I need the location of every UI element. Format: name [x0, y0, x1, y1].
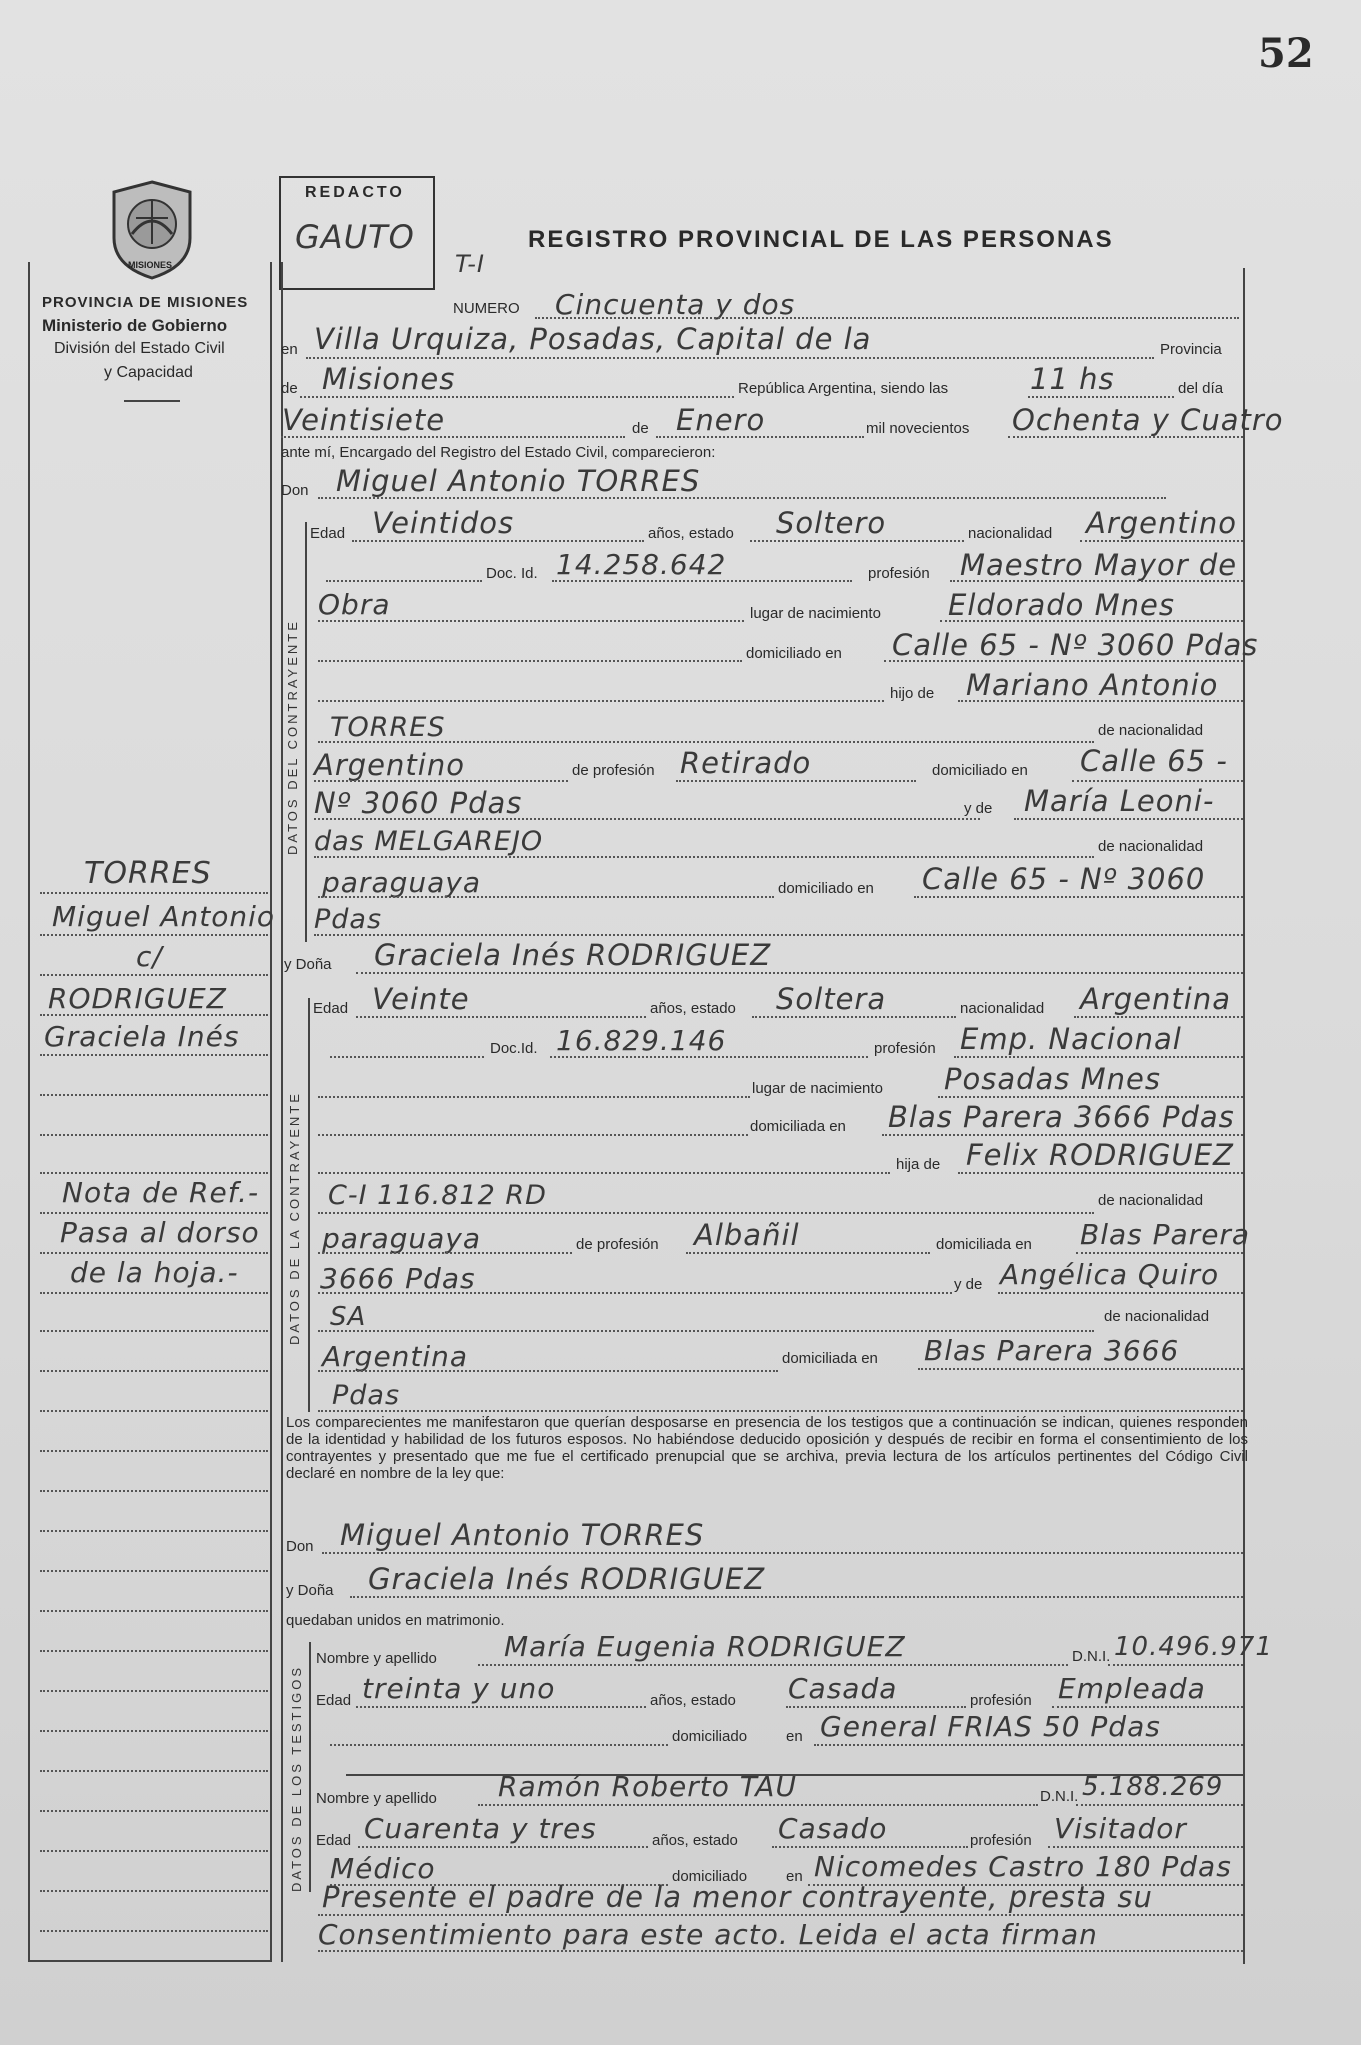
margin-note-2: Pasa al dorso: [60, 1216, 260, 1249]
label-de-nacionalidad-2: de nacionalidad: [1098, 838, 1204, 855]
doc-pre-line: [326, 580, 482, 582]
label-profesion-t2: profesión: [970, 1832, 1032, 1849]
margin-line-16: [40, 1490, 268, 1492]
t2-estado-value: Casado: [778, 1812, 888, 1845]
hora-value: 11 hs: [1030, 362, 1115, 396]
redacto-label: REDACTO: [305, 184, 405, 201]
margin-line-23: [40, 1770, 268, 1772]
margin-line-15: [40, 1450, 268, 1452]
margin-surname-2: RODRIGUEZ: [48, 982, 227, 1015]
hija-line: [958, 1172, 1243, 1174]
edad-f-value: Veinte: [372, 982, 470, 1016]
madre-dom2-line: [314, 934, 1243, 936]
label-don-2: Don: [286, 1538, 314, 1555]
t1-dni-value: 10.496.971: [1114, 1632, 1273, 1662]
padre-f-dom2-line: [318, 1292, 952, 1294]
margin-line-27: [40, 1930, 268, 1932]
t2-dni-value: 5.188.269: [1082, 1772, 1224, 1802]
label-datos-contrayente: DATOS DEL CONTRAYENTE: [285, 619, 300, 855]
margin-line-9: [40, 1212, 268, 1214]
header-division: División del Estado Civil: [54, 340, 225, 357]
margin-line-25: [40, 1850, 268, 1852]
label-doc-id: Doc. Id.: [486, 565, 538, 582]
padre-f-doc-line: [318, 1212, 1094, 1214]
prof-line: [950, 580, 1243, 582]
madre2-line: [314, 856, 1094, 858]
padre-nac-line: [314, 780, 568, 782]
t2-edad-line: [358, 1846, 648, 1848]
dona-value: Graciela Inés RODRIGUEZ: [374, 938, 772, 972]
padre-ap-value: TORRES: [330, 712, 446, 743]
prof2-line: [318, 620, 744, 622]
margin-con: c/: [136, 940, 163, 973]
padre-prof-value: Retirado: [680, 746, 812, 780]
margin-name: Miguel Antonio: [52, 900, 276, 933]
estado-f-line: [752, 1016, 956, 1018]
don2-line: [322, 1552, 1243, 1554]
prof2-value: Obra: [318, 588, 391, 621]
t2-prof2-value: Médico: [330, 1852, 436, 1885]
label-y-dona-2: y Doña: [286, 1582, 334, 1599]
label-dni-1: D.N.I.: [1072, 1648, 1111, 1665]
provincia-value: Misiones: [322, 362, 456, 396]
dona-line: [356, 972, 1243, 974]
header-capacity: y Capacidad: [104, 364, 193, 381]
padre-f-nac-line: [318, 1252, 572, 1254]
provincia-line: [300, 396, 734, 398]
hijo-line: [958, 700, 1243, 702]
margin-line-12: [40, 1330, 268, 1332]
nac-f-line: [1074, 1016, 1243, 1018]
label-domiciliada: domiciliada en: [750, 1118, 846, 1135]
madre2-value: das MELGAREJO: [314, 826, 544, 857]
edad-value: Veintidos: [372, 506, 515, 540]
margin-line-13: [40, 1370, 268, 1372]
label-lugar-nac: lugar de nacimiento: [750, 605, 881, 622]
madre-f2-line: [318, 1330, 1094, 1332]
label-edad-t1: Edad: [316, 1692, 352, 1709]
label-domiciliado-t1: domiciliado: [672, 1728, 748, 1745]
nota2-value: Consentimiento para este acto. Leida el acta firman: [318, 1918, 1098, 1951]
nac-f-value: Argentina: [1080, 982, 1231, 1016]
estado-f-value: Soltera: [776, 982, 887, 1016]
margin-line-24: [40, 1810, 268, 1812]
margin-line-8: [40, 1172, 268, 1174]
edad-line: [352, 540, 644, 542]
label-y-dona: y Doña: [284, 956, 332, 973]
madre-f-value: Angélica Quiro: [1000, 1258, 1220, 1291]
t1-estado-value: Casada: [788, 1672, 898, 1705]
label-de-profesion: de profesión: [572, 762, 655, 779]
madre-f-nac-line: [318, 1370, 778, 1372]
estado-line: [750, 540, 964, 542]
dom-f-pre-line: [318, 1134, 748, 1136]
padre-f-prof-value: Albañil: [694, 1218, 800, 1252]
t1-dni-line: [1108, 1664, 1243, 1666]
t2-dni-line: [1076, 1804, 1243, 1806]
redacto-box: [279, 176, 435, 290]
label-de-nacionalidad-3: de nacionalidad: [1098, 1192, 1204, 1209]
left-column-line: [270, 262, 272, 1962]
label-domiciliada-3: domiciliada en: [782, 1350, 878, 1367]
hija-pre-line: [318, 1172, 890, 1174]
label-en: en: [281, 341, 298, 358]
label-edad-f: Edad: [313, 1000, 349, 1017]
margin-line-6: [40, 1094, 268, 1096]
madre-dom2-value: Pdas: [314, 904, 383, 935]
dona2-line: [350, 1596, 1243, 1598]
label-quedaban: quedaban unidos en matrimonio.: [286, 1612, 505, 1629]
t1-nombre-line: [478, 1664, 1068, 1666]
padre-f-dom-value: Blas Parera: [1080, 1218, 1251, 1251]
margin-line-14: [40, 1410, 268, 1412]
margin-surname: TORRES: [84, 856, 212, 891]
margin-line-5: [40, 1054, 268, 1056]
label-de: de: [281, 380, 298, 397]
t2-edad-value: Cuarenta y tres: [364, 1812, 597, 1845]
madre-value: María Leoni-: [1024, 784, 1215, 818]
label-datos-contrayente-f: DATOS DE LA CONTRAYENTE: [287, 1091, 302, 1345]
t1-estado-line: [786, 1706, 966, 1708]
t1-dom-pre-line: [330, 1744, 668, 1746]
prof-value: Maestro Mayor de: [960, 548, 1238, 582]
t1-edad-line: [356, 1706, 646, 1708]
padre-f-nac-value: paraguaya: [322, 1222, 482, 1255]
label-domiciliado-2: domiciliado en: [932, 762, 1028, 779]
label-domiciliado: domiciliado en: [746, 645, 842, 662]
dom-f-line: [882, 1134, 1243, 1136]
margin-line-4: [40, 1014, 268, 1016]
anio-line: [1008, 436, 1243, 438]
margin-line-10: [40, 1252, 268, 1254]
label-de-mes: de: [632, 420, 649, 437]
declaration-paragraph: Los comparecientes me manifestaron que querían desposarse en presencia de los testigos que a continuación se indican, quienes responden de la identidad y habilidad de los futuros esposos. No habiéndose deducido oposición y después de recibir en forma el consentimiento de los contrayentes y presentado que me fue el certificado prenupcial que se archiva, previa lectura de los artículos pertinentes del Código Civil declaré en nombre de la ley que:: [286, 1414, 1248, 1482]
t2-prof-value: Visitador: [1054, 1812, 1187, 1845]
don-value: Miguel Antonio TORRES: [336, 464, 701, 498]
label-de-nacionalidad-4: de nacionalidad: [1104, 1308, 1210, 1325]
t2-estado-line: [772, 1846, 968, 1848]
lugar-nac-line: [940, 620, 1243, 622]
madre-f-dom2-line: [318, 1410, 1243, 1412]
margin-line-3: [40, 974, 268, 976]
nota2-line: [318, 1950, 1243, 1952]
mes-line: [656, 436, 864, 438]
header-ministry: Ministerio de Gobierno: [42, 316, 228, 335]
label-profesion-f: profesión: [874, 1040, 936, 1057]
dia-value: Veintisiete: [282, 403, 446, 437]
padre-f-dom2-value: 3666 Pdas: [320, 1262, 476, 1295]
dona2-value: Graciela Inés RODRIGUEZ: [368, 1562, 766, 1596]
madre-f2-value: SA: [330, 1302, 367, 1332]
label-numero: NUMERO: [453, 300, 520, 317]
madre-f-nac-value: Argentina: [322, 1340, 469, 1373]
margin-line-18: [40, 1570, 268, 1572]
madre-dom-value: Calle 65 - Nº 3060: [922, 862, 1206, 896]
lugar-nac-f-pre-line: [318, 1096, 750, 1098]
label-nombre-1: Nombre y apellido: [316, 1650, 437, 1667]
nota1-line: [318, 1914, 1243, 1916]
label-anos-estado-t2: años, estado: [652, 1832, 738, 1849]
tomo: T-I: [455, 250, 485, 278]
mes-value: Enero: [676, 403, 766, 437]
madre-f-line: [998, 1292, 1243, 1294]
t1-prof-line: [1052, 1706, 1243, 1708]
padre-dom2-line: [314, 818, 980, 820]
t1-dom-value: General FRIAS 50 Pdas: [820, 1710, 1161, 1743]
padre-prof-line: [676, 780, 916, 782]
madre-nac-value: paraguaya: [322, 866, 482, 899]
dom-line: [884, 660, 1243, 662]
margin-line-1: [40, 892, 268, 894]
lugar-nac-value: Eldorado Mnes: [948, 588, 1175, 622]
dom-f-value: Blas Parera 3666 Pdas: [888, 1100, 1235, 1134]
label-domiciliado-t2: domiciliado: [672, 1868, 748, 1885]
label-mil: mil novecientos: [866, 420, 970, 437]
madre-f-dom-line: [918, 1368, 1243, 1370]
label-profesion: profesión: [868, 565, 930, 582]
margin-name-2: Graciela Inés: [44, 1020, 240, 1053]
estado-value: Soltero: [776, 506, 887, 540]
label-anos-estado-f: años, estado: [650, 1000, 736, 1017]
label-nacionalidad-f: nacionalidad: [960, 1000, 1045, 1017]
dia-line: [281, 436, 625, 438]
label-anos-estado-t1: años, estado: [650, 1692, 736, 1709]
doc-f-line: [550, 1056, 868, 1058]
label-nombre-2: Nombre y apellido: [316, 1790, 437, 1807]
dom-value: Calle 65 - Nº 3060 Pdas: [892, 628, 1259, 662]
padre-ap-line: [318, 741, 1094, 743]
page-title: REGISTRO PROVINCIAL DE LAS PERSONAS: [528, 226, 1114, 253]
label-lugar-nac-f: lugar de nacimiento: [752, 1080, 883, 1097]
hora-line: [1028, 396, 1174, 398]
label-domiciliada-2: domiciliada en: [936, 1236, 1032, 1253]
label-domiciliado-3: domiciliado en: [778, 880, 874, 897]
padre-f-prof-line: [686, 1252, 930, 1254]
label-anos-estado: años, estado: [648, 525, 734, 542]
label-don: Don: [281, 482, 309, 499]
prof-f-line: [954, 1056, 1243, 1058]
padre-nac-value: Argentino: [314, 748, 465, 782]
doc-line: [552, 580, 852, 582]
t2-nombre-value: Ramón Roberto TAU: [498, 1770, 797, 1803]
lugar-nac-f-value: Posadas Mnes: [944, 1062, 1161, 1096]
right-frame-line: [1243, 268, 1245, 1964]
dom-pre-line: [318, 660, 742, 662]
label-y-de: y de: [964, 800, 993, 817]
label-edad: Edad: [310, 525, 346, 542]
anio-value: Ochenta y Cuatro: [1012, 403, 1284, 437]
prof-f-value: Emp. Nacional: [960, 1022, 1182, 1056]
label-de-nacionalidad-1: de nacionalidad: [1098, 722, 1204, 739]
contrayente-f-bracket: [308, 998, 310, 1412]
redacto-value: GAUTO: [295, 218, 415, 256]
header-rule: [124, 400, 180, 402]
t2-prof-line: [1048, 1846, 1243, 1848]
label-del-dia: del día: [1178, 380, 1224, 397]
padre-dom-line: [1072, 780, 1243, 782]
margin-note-3: de la hoja.-: [70, 1256, 239, 1289]
margin-line-11: [40, 1292, 268, 1294]
margin-line-19: [40, 1610, 268, 1612]
label-de-profesion-f: de profesión: [576, 1236, 659, 1253]
left-frame-line: [28, 262, 30, 1962]
label-dni-2: D.N.I.: [1040, 1788, 1079, 1805]
label-edad-t2: Edad: [316, 1832, 352, 1849]
seal-text: MISIONES: [128, 260, 173, 270]
nac-line: [1080, 540, 1243, 542]
lugar-line: [306, 357, 1154, 359]
margin-line-22: [40, 1730, 268, 1732]
contrayente-bracket: [305, 522, 307, 942]
padre-f-dom-line: [1076, 1252, 1243, 1254]
lugar-nac-f-line: [938, 1096, 1243, 1098]
t1-edad-value: treinta y uno: [362, 1672, 556, 1705]
t2-dom-value: Nicomedes Castro 180 Pdas: [814, 1850, 1232, 1883]
numero-value: Cincuenta y dos: [555, 288, 796, 321]
madre-dom-line: [914, 896, 1243, 898]
label-en-t1: en: [786, 1728, 803, 1745]
margin-line-20: [40, 1650, 268, 1652]
padre-dom-value: Calle 65 -: [1080, 744, 1228, 778]
hijo-pre-line: [318, 700, 884, 702]
don-line: [318, 497, 1166, 499]
madre-nac-line: [318, 896, 774, 898]
lugar-value: Villa Urquiza, Posadas, Capital de la: [314, 322, 872, 356]
label-hija-de: hija de: [896, 1156, 941, 1173]
margin-line-2: [40, 934, 268, 936]
don2-value: Miguel Antonio TORRES: [340, 1518, 705, 1552]
label-hijo-de: hijo de: [890, 685, 935, 702]
testigos-bracket: [309, 1642, 311, 1892]
margin-line-7: [40, 1134, 268, 1136]
label-republica: República Argentina, siendo las: [738, 380, 949, 397]
bottom-rule: [28, 1960, 272, 1962]
doc-f-pre-line: [330, 1056, 484, 1058]
margin-line-26: [40, 1890, 268, 1892]
province-seal-icon: [106, 178, 198, 280]
margin-line-21: [40, 1690, 268, 1692]
doc-f-value: 16.829.146: [556, 1024, 727, 1057]
label-en-t2: en: [786, 1868, 803, 1885]
padre-f-doc-value: C-I 116.812 RD: [328, 1180, 547, 1211]
label-doc-id-f: Doc.Id.: [490, 1040, 538, 1057]
hijo-value: Mariano Antonio: [966, 668, 1219, 702]
t1-prof-value: Empleada: [1058, 1672, 1206, 1705]
label-y-de-f: y de: [954, 1276, 983, 1293]
t1-nombre-value: María Eugenia RODRIGUEZ: [504, 1630, 906, 1663]
t1-dom-line: [814, 1744, 1243, 1746]
madre-f-dom2-value: Pdas: [332, 1380, 401, 1411]
nota1-value: Presente el padre de la menor contrayente, presta su: [322, 1880, 1153, 1914]
nac-value: Argentino: [1086, 506, 1237, 540]
margin-note-1: Nota de Ref.-: [62, 1176, 260, 1209]
label-provincia: Provincia: [1160, 341, 1222, 358]
doc-value: 14.258.642: [556, 548, 727, 581]
madre-f-dom-value: Blas Parera 3666: [924, 1334, 1180, 1367]
edad-f-line: [356, 1016, 646, 1018]
padre-dom2-value: Nº 3060 Pdas: [314, 786, 523, 820]
right-frame-line-2: [281, 262, 283, 1962]
numero-line: [535, 317, 1239, 319]
hija-value: Felix RODRIGUEZ: [966, 1138, 1234, 1172]
label-datos-testigos: DATOS DE LOS TESTIGOS: [289, 1665, 304, 1892]
t2-nombre-line: [478, 1804, 1038, 1806]
header-province: PROVINCIA DE MISIONES: [42, 294, 249, 311]
label-ante: ante mí, Encargado del Registro del Estado Civil, comparecieron:: [281, 444, 716, 461]
label-profesion-t1: profesión: [970, 1692, 1032, 1709]
margin-line-17: [40, 1530, 268, 1532]
page-number: 52: [1258, 30, 1314, 77]
madre-line: [1014, 818, 1243, 820]
label-nacionalidad: nacionalidad: [968, 525, 1053, 542]
